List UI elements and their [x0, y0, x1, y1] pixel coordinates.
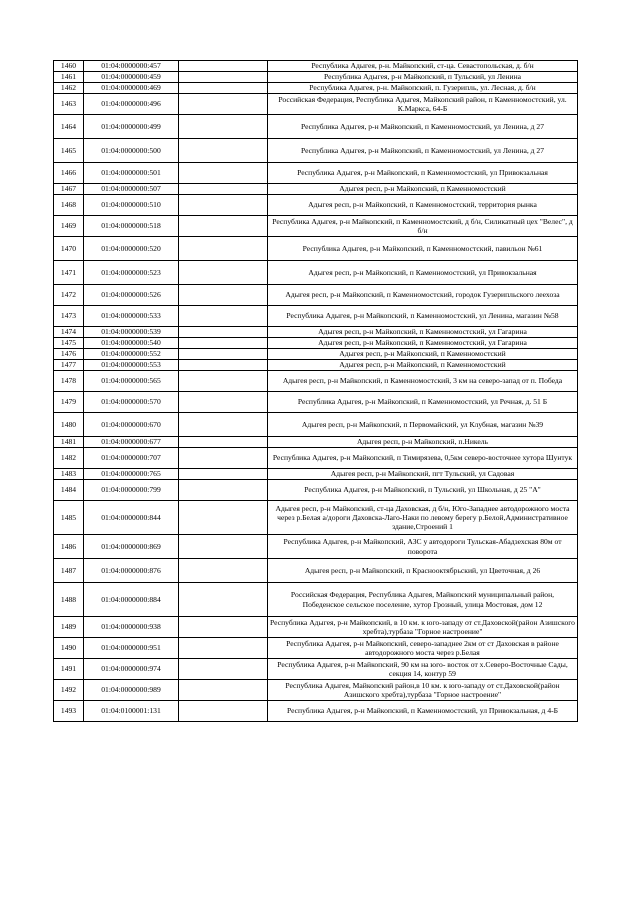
address-cell: Адыгея респ, р-н Майкопский, п Каменномостский, ул Гагарина	[268, 338, 578, 349]
address-cell: Республика Адыгея, р-н. Майкопский, ст-ца. Севастопольская, д. б/н	[268, 61, 578, 72]
address-cell: Республика Адыгея, р-н Майкопский, п Каменномостский, ул Ленина, д 27	[268, 115, 578, 139]
address-cell: Республика Адыгея, р-н Майкопский, п Каменномостский, павильон №61	[268, 237, 578, 261]
row-number-cell: 1463	[54, 94, 84, 115]
table-row	[54, 480, 578, 501]
table-row	[54, 559, 578, 583]
table-row	[54, 338, 578, 349]
cadastral-number-cell: 01:04:0000000:459	[84, 72, 179, 83]
address-cell: Российская Федерация, Республика Адыгея, Майкопский район, п Каменномостский, ул. К.Маркса, 64-Б	[268, 94, 578, 115]
empty-cell	[179, 437, 268, 448]
empty-cell	[179, 72, 268, 83]
row-number-cell: 1488	[54, 583, 84, 617]
table-row	[54, 237, 578, 261]
row-number-cell: 1468	[54, 195, 84, 216]
cadastral-number-cell: 01:04:0000000:507	[84, 184, 179, 195]
row-number-cell: 1464	[54, 115, 84, 139]
address-cell: Адыгея респ, р-н Майкопский, п Каменномостский	[268, 349, 578, 360]
table-row	[54, 617, 578, 638]
row-number-cell: 1492	[54, 680, 84, 701]
table-row	[54, 413, 578, 437]
cadastral-number-cell: 01:04:0000000:974	[84, 659, 179, 680]
cadastral-number-cell: 01:04:0000000:565	[84, 371, 179, 392]
cadastral-number-cell: 01:04:0000000:553	[84, 360, 179, 371]
registry-table	[53, 60, 578, 722]
cadastral-number-cell: 01:04:0000000:884	[84, 583, 179, 617]
address-cell: Адыгея респ, р-н Майкопский, п Каменномостский	[268, 360, 578, 371]
cadastral-number-cell: 01:04:0000000:523	[84, 261, 179, 285]
empty-cell	[179, 163, 268, 184]
cadastral-number-cell: 01:04:0000000:540	[84, 338, 179, 349]
empty-cell	[179, 338, 268, 349]
empty-cell	[179, 371, 268, 392]
table-row	[54, 306, 578, 327]
table-row	[54, 469, 578, 480]
address-cell: Адыгея респ, р-н Майкопский, п Каменномостский, ул Привокзальная	[268, 261, 578, 285]
row-number-cell: 1474	[54, 327, 84, 338]
empty-cell	[179, 392, 268, 413]
row-number-cell: 1472	[54, 285, 84, 306]
address-cell: Республика Адыгея, Майкопский район,в 10 км. к юго-западу от ст.Даховской(район Азишского хребта),турбаза "Горное настроение"	[268, 680, 578, 701]
table-row	[54, 535, 578, 559]
address-cell: Республика Адыгея, р-н Майкопский, п Каменномостский, ул Привокзальная	[268, 163, 578, 184]
empty-cell	[179, 349, 268, 360]
cadastral-number-cell: 01:04:0000000:869	[84, 535, 179, 559]
address-cell: Республика Адыгея, р-н Майкопский, п Каменномостский, ул Ленина, магазин №58	[268, 306, 578, 327]
empty-cell	[179, 638, 268, 659]
empty-cell	[179, 680, 268, 701]
empty-cell	[179, 94, 268, 115]
table-row	[54, 61, 578, 72]
cadastral-number-cell: 01:04:0000000:518	[84, 216, 179, 237]
empty-cell	[179, 139, 268, 163]
cadastral-number-cell: 01:04:0000000:510	[84, 195, 179, 216]
table-row	[54, 501, 578, 535]
cadastral-number-cell: 01:04:0000000:670	[84, 413, 179, 437]
table-row	[54, 83, 578, 94]
cadastral-number-cell: 01:04:0000000:707	[84, 448, 179, 469]
row-number-cell: 1466	[54, 163, 84, 184]
cadastral-number-cell: 01:04:0000000:552	[84, 349, 179, 360]
address-cell: Российская Федерация, Республика Адыгея, Майкопский муниципальный район, Победенское сельское поселение, хутор Грозный, улица Мостовая, дом 12	[268, 583, 578, 617]
row-number-cell: 1473	[54, 306, 84, 327]
empty-cell	[179, 216, 268, 237]
empty-cell	[179, 559, 268, 583]
table-row	[54, 680, 578, 701]
row-number-cell: 1465	[54, 139, 84, 163]
row-number-cell: 1460	[54, 61, 84, 72]
address-cell: Адыгея респ, р-н Майкопский, пгт Тульский, ул Садовая	[268, 469, 578, 480]
cadastral-number-cell: 01:04:0000000:876	[84, 559, 179, 583]
empty-cell	[179, 413, 268, 437]
address-cell: Адыгея респ, р-н Майкопский, п Каменномостский	[268, 184, 578, 195]
table-row	[54, 371, 578, 392]
cadastral-number-cell: 01:04:0000000:469	[84, 83, 179, 94]
table-row	[54, 327, 578, 338]
empty-cell	[179, 469, 268, 480]
empty-cell	[179, 195, 268, 216]
empty-cell	[179, 327, 268, 338]
empty-cell	[179, 237, 268, 261]
row-number-cell: 1483	[54, 469, 84, 480]
cadastral-number-cell: 01:04:0000000:989	[84, 680, 179, 701]
address-cell: Адыгея респ, р-н Майкопский, п Каменномостский, ул Гагарина	[268, 327, 578, 338]
address-cell: Республика Адыгея, р-н Майкопский, северо-западнее 2км от ст Даховская в районе автодорожного моста через р.Белая	[268, 638, 578, 659]
table-row	[54, 184, 578, 195]
cadastral-number-cell: 01:04:0000000:570	[84, 392, 179, 413]
row-number-cell: 1493	[54, 701, 84, 722]
row-number-cell: 1489	[54, 617, 84, 638]
row-number-cell: 1478	[54, 371, 84, 392]
table-row	[54, 261, 578, 285]
cadastral-number-cell: 01:04:0000000:844	[84, 501, 179, 535]
row-number-cell: 1479	[54, 392, 84, 413]
empty-cell	[179, 583, 268, 617]
address-cell: Республика Адыгея, р-н. Майкопский, п. Гузерипль, ул. Лесная, д. б/н	[268, 83, 578, 94]
address-cell: Адыгея респ, р-н Майкопский, п Первомайский, ул Клубная, магазин №39	[268, 413, 578, 437]
cadastral-number-cell: 01:04:0000000:799	[84, 480, 179, 501]
address-cell: Республика Адыгея, р-н Майкопский, п Тульский, ул Ленина	[268, 72, 578, 83]
cadastral-number-cell: 01:04:0000000:938	[84, 617, 179, 638]
row-number-cell: 1485	[54, 501, 84, 535]
row-number-cell: 1471	[54, 261, 84, 285]
empty-cell	[179, 535, 268, 559]
table-row	[54, 94, 578, 115]
table-row	[54, 638, 578, 659]
empty-cell	[179, 448, 268, 469]
table-row	[54, 349, 578, 360]
table-row	[54, 448, 578, 469]
table-row	[54, 437, 578, 448]
cadastral-number-cell: 01:04:0000000:539	[84, 327, 179, 338]
row-number-cell: 1470	[54, 237, 84, 261]
empty-cell	[179, 261, 268, 285]
cadastral-number-cell: 01:04:0000000:765	[84, 469, 179, 480]
cadastral-number-cell: 01:04:0000000:499	[84, 115, 179, 139]
table-row	[54, 583, 578, 617]
empty-cell	[179, 701, 268, 722]
row-number-cell: 1477	[54, 360, 84, 371]
empty-cell	[179, 61, 268, 72]
address-cell: Республика Адыгея, р-н Майкопский, п Каменномостский, ул Речная, д. 51 Б	[268, 392, 578, 413]
cadastral-number-cell: 01:04:0000000:526	[84, 285, 179, 306]
cadastral-number-cell: 01:04:0100001:131	[84, 701, 179, 722]
row-number-cell: 1475	[54, 338, 84, 349]
cadastral-number-cell: 01:04:0000000:500	[84, 139, 179, 163]
table-row	[54, 139, 578, 163]
cadastral-number-cell: 01:04:0000000:677	[84, 437, 179, 448]
address-cell: Адыгея респ, р-н Майкопский, ст-ца Даховская, д б/н, Юго-Западнее автодорожного моста через р.Белая а/дороги Даховска-Лаго-Наки по левому берегу р.Белой,Административное здание,Строений 1	[268, 501, 578, 535]
row-number-cell: 1469	[54, 216, 84, 237]
row-number-cell: 1482	[54, 448, 84, 469]
row-number-cell: 1480	[54, 413, 84, 437]
table-row	[54, 659, 578, 680]
row-number-cell: 1461	[54, 72, 84, 83]
address-cell: Адыгея респ, р-н Майкопский, п Краснооктябрьский, ул Цветочная, д 26	[268, 559, 578, 583]
address-cell: Республика Адыгея, р-н Майкопский, п Тульский, ул Школьная, д 25 "А"	[268, 480, 578, 501]
empty-cell	[179, 360, 268, 371]
address-cell: Республика Адыгея, р-н Майкопский, 90 км на юго- восток от х.Северо-Восточные Сады, секция 14, контур 59	[268, 659, 578, 680]
address-cell: Адыгея респ, р-н Майкопский, п Каменномостский, территория рынка	[268, 195, 578, 216]
address-cell: Адыгея респ, р-н Майкопский, п Каменномостский, 3 км на северо-запад от п. Победа	[268, 371, 578, 392]
table-row	[54, 72, 578, 83]
table-row	[54, 701, 578, 722]
cadastral-number-cell: 01:04:0000000:533	[84, 306, 179, 327]
empty-cell	[179, 184, 268, 195]
table-row	[54, 195, 578, 216]
table-row	[54, 163, 578, 184]
cadastral-number-cell: 01:04:0000000:951	[84, 638, 179, 659]
row-number-cell: 1467	[54, 184, 84, 195]
address-cell: Республика Адыгея, р-н Майкопский, в 10 км. к юго-западу от ст.Даховской(район Азишского хребта),турбаза "Горное настроение"	[268, 617, 578, 638]
address-cell: Республика Адыгея, р-н Майкопский, п Каменномостский, д б/н, Силикатный цех "Велес", д б/н	[268, 216, 578, 237]
empty-cell	[179, 83, 268, 94]
cadastral-number-cell: 01:04:0000000:496	[84, 94, 179, 115]
table-row	[54, 392, 578, 413]
empty-cell	[179, 115, 268, 139]
empty-cell	[179, 306, 268, 327]
address-cell: Адыгея респ, р-н Майкопский, п Каменномостский, городок Гузерипльского леехоза	[268, 285, 578, 306]
row-number-cell: 1484	[54, 480, 84, 501]
address-cell: Республика Адыгея, р-н Майкопский, п Каменномостский, ул Привокзальная, д 4-Б	[268, 701, 578, 722]
table-row	[54, 216, 578, 237]
row-number-cell: 1462	[54, 83, 84, 94]
cadastral-number-cell: 01:04:0000000:501	[84, 163, 179, 184]
table-row	[54, 360, 578, 371]
empty-cell	[179, 285, 268, 306]
row-number-cell: 1487	[54, 559, 84, 583]
address-cell: Республика Адыгея, р-н Майкопский, п Каменномостский, ул Ленина, д 27	[268, 139, 578, 163]
table-row	[54, 285, 578, 306]
table-row	[54, 115, 578, 139]
empty-cell	[179, 480, 268, 501]
registry-table-body	[54, 61, 578, 722]
empty-cell	[179, 501, 268, 535]
empty-cell	[179, 659, 268, 680]
row-number-cell: 1476	[54, 349, 84, 360]
row-number-cell: 1491	[54, 659, 84, 680]
row-number-cell: 1490	[54, 638, 84, 659]
cadastral-number-cell: 01:04:0000000:520	[84, 237, 179, 261]
address-cell: Адыгея респ, р-н Майкопский, п.Никель	[268, 437, 578, 448]
empty-cell	[179, 617, 268, 638]
cadastral-number-cell: 01:04:0000000:457	[84, 61, 179, 72]
address-cell: Республика Адыгея, р-н Майкопский, АЗС у автодороги Тульская-Абадзехская 80м от поворота	[268, 535, 578, 559]
address-cell: Республика Адыгея, р-н Майкопский, п Тимирязева, 0,5км северо-восточнее хутора Шунтук	[268, 448, 578, 469]
row-number-cell: 1481	[54, 437, 84, 448]
row-number-cell: 1486	[54, 535, 84, 559]
